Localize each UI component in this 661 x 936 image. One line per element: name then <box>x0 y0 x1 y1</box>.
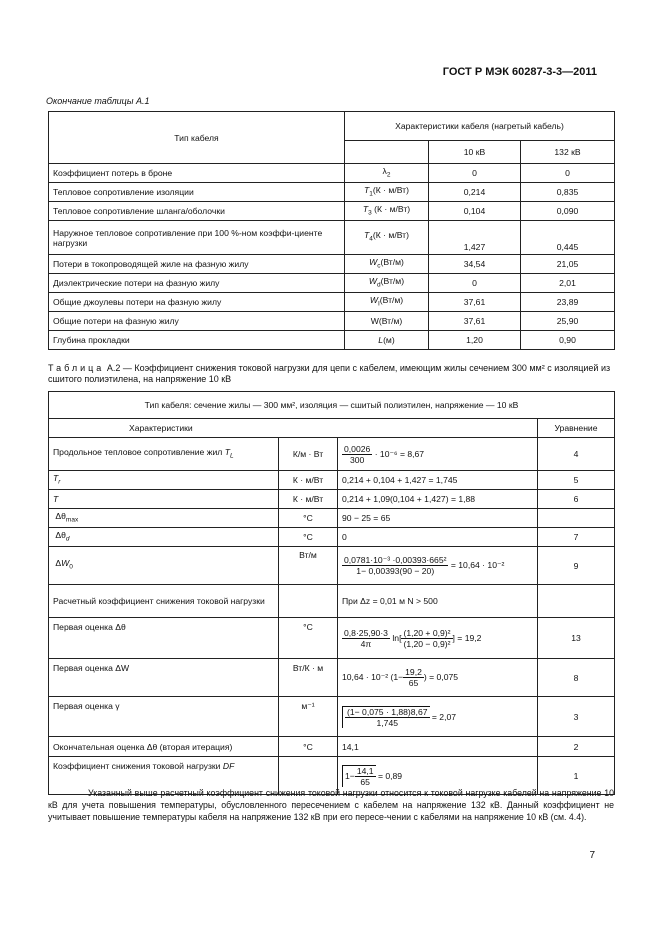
table-row-unit: Вт/м <box>279 547 338 585</box>
table-row-v2: 25,90 <box>521 312 615 331</box>
fraction-num: 0,0026 <box>344 443 371 454</box>
table-row-formula: 0 <box>338 528 538 547</box>
symbol: λ <box>382 165 387 176</box>
table-row-label: Наружное тепловое сопротивление при 100 %-ном коэффи-циенте нагрузки <box>49 221 345 255</box>
table-row-unit: °С <box>279 509 338 528</box>
unit: (Вт/м) <box>380 275 405 286</box>
header-132kv: 132 кВ <box>521 141 615 164</box>
formula-pre: 1− <box>345 770 355 781</box>
symbol: T <box>364 230 370 241</box>
table-row-label: $\Delta W_0$ <box>49 547 279 585</box>
table-row-formula <box>338 547 538 585</box>
table-row-label: T <box>49 490 279 509</box>
table-row-label: Глубина прокладки <box>49 331 345 350</box>
table-row-symbol <box>345 164 429 183</box>
table-row-label: Потери в токопроводящей жиле на фазную жилу <box>49 255 345 274</box>
page-number: 7 <box>589 850 595 861</box>
formula-tail: = 0,89 <box>377 770 403 781</box>
unit: (К · м/Вт) <box>372 230 409 241</box>
symbol-sub: 2 <box>386 171 391 179</box>
symbol-sub: I <box>377 300 380 308</box>
table-a1 <box>48 111 615 350</box>
table2-caption-lead: Таблица <box>48 363 105 373</box>
fraction-num: (1− 0,075 · 1,88)8,67 <box>347 706 428 717</box>
table-row-unit: К · м/Вт <box>279 490 338 509</box>
table-row-formula: При Δz = 0,01 м N > 500 <box>338 585 538 618</box>
symbol-sub: 3 <box>368 209 372 217</box>
symbol-sub: c <box>377 262 381 270</box>
ln-symbol: ln <box>392 632 400 643</box>
fraction-inner <box>401 628 452 649</box>
table-row-formula: 90 − 25 = 65 <box>338 509 538 528</box>
document-header: ГОСТ Р МЭК 60287-3-3—2011 <box>442 66 597 78</box>
table-row-unit: м⁻¹ <box>279 697 338 737</box>
table-row-eq: 6 <box>538 490 615 509</box>
table-row-label: Первая оценка ΔW <box>49 659 279 697</box>
table-row-v2: 0,90 <box>521 331 615 350</box>
symbol: W <box>368 275 378 286</box>
table-row-label: $\Delta\theta_{max}$ <box>49 509 279 528</box>
table-row-unit: Вт/К · м <box>279 659 338 697</box>
table-row-formula <box>338 659 538 697</box>
fraction <box>355 766 376 787</box>
table-row-unit: °С <box>279 618 338 659</box>
formula-tail: = 10,64 · 10⁻² <box>450 559 505 570</box>
table-row-label: Общие джоулевы потери на фазную жилу <box>49 293 345 312</box>
table-row-formula <box>338 697 538 737</box>
table-row-symbol <box>345 255 429 274</box>
fraction-den: 1,745 <box>376 717 399 728</box>
table-row-label: Общие потери на фазную жилу <box>49 312 345 331</box>
table-row-symbol <box>345 183 429 202</box>
radical <box>342 765 376 787</box>
symbol: W <box>369 256 378 267</box>
table-row-eq: 2 <box>538 737 615 757</box>
table-row-symbol <box>345 221 429 255</box>
symbol: T <box>362 203 369 214</box>
table-row-v1: 0 <box>429 274 521 293</box>
table-row-eq: 5 <box>538 471 615 490</box>
table-row-eq: 9 <box>538 547 615 585</box>
table-row-v2: 0,090 <box>521 202 615 221</box>
header-characteristics: Характеристики кабеля (нагретый кабель) <box>345 112 615 141</box>
table-row-label: Коэффициент потерь в броне <box>49 164 345 183</box>
table-row-eq: 1 <box>538 757 615 795</box>
table-row-unit: К/м · Вт <box>279 438 338 471</box>
table-row-v1: 34,54 <box>429 255 521 274</box>
header-cable-type: Тип кабеля <box>49 112 345 164</box>
table-row-v2: 21,05 <box>521 255 615 274</box>
table-row-formula: 0,214 + 0,104 + 1,427 = 1,745 <box>338 471 538 490</box>
fraction-den: 65 <box>408 678 419 688</box>
formula-tail: ) = 0,075 <box>423 671 459 682</box>
table-row-label: Диэлектрические потери на фазную жилу <box>49 274 345 293</box>
formula-tail: = 2,07 <box>431 711 457 722</box>
symbol: L <box>378 335 384 345</box>
table-row-formula: $\frac{0,8\cdot 25,90\cdot 3}{4\pi}$ ln[ $\frac{\text{(1,20 + 0,9)²}}{\text{(1,20 − 0,9)²}}$ ] = 19,2 <box>338 618 538 659</box>
symbol: T <box>364 184 370 195</box>
symbol: W <box>369 294 378 305</box>
fraction-den: (1,20 − 0,9)² <box>403 638 451 649</box>
fraction <box>342 628 390 649</box>
table-row-eq: 3 <box>538 697 615 737</box>
table-row-unit: К · м/Вт <box>279 471 338 490</box>
fraction-num: 14,1 <box>356 765 374 776</box>
symbol-sub: 1 <box>369 190 373 198</box>
table-row-unit <box>279 585 338 618</box>
fraction-num: (1,20 + 0,9)² <box>403 627 451 638</box>
table-row-eq <box>538 585 615 618</box>
fraction <box>403 667 424 688</box>
unit: (К · м/Вт) <box>372 184 409 195</box>
table-row-symbol: W(Вт/м) <box>345 312 429 331</box>
table-row-label: Тепловое сопротивление изоляции <box>49 183 345 202</box>
unit: (м) <box>383 335 395 345</box>
fraction-den: 4π <box>360 638 372 649</box>
table-row-v2: 0 <box>521 164 615 183</box>
fraction-den: 300 <box>349 454 365 465</box>
table-row-label: Расчетный коэффициент снижения токовой нагрузки <box>49 585 279 618</box>
body-paragraph: Указанный выше расчетный коэффициент снижения токовой нагрузки относится к токовой нагрузке кабелей на напряжение 10 кВ для учета повышения температуры, обусловленного пересечением с кабелем на напряжение 132 кВ. Данный коэффициент не учитывает повышение температуры кабеля на напряжение 132 кВ при его пересе-чении с кабелями на напряжение 10 кВ (см. 4.4). <box>48 788 614 822</box>
header-10kv: 10 кВ <box>429 141 521 164</box>
table-row-label: $T_r$ <box>49 471 279 490</box>
formula-tail: = 19,2 <box>457 632 482 643</box>
header-equation: Уравнение <box>538 419 615 438</box>
fraction-num: 19,2 <box>405 667 422 677</box>
table-row-label: Окончательная оценка Δθ (вторая итерация) <box>49 737 279 757</box>
table2-caption-text: А.2 — Коэффициент снижения токовой нагрузки для цепи с кабелем, имеющим жилы сечением 300 мм² с изоляцией из сшитого полиэтилена, на напряжение 10 кВ <box>48 363 611 384</box>
table-row-symbol <box>345 274 429 293</box>
fraction <box>342 444 372 465</box>
table-row-unit: °С <box>279 737 338 757</box>
table-row-symbol <box>345 202 429 221</box>
radical <box>342 706 430 728</box>
table-row-formula: 0,214 + 1,09(0,104 + 1,427) = 1,88 <box>338 490 538 509</box>
table-row-label: Первая оценка γ <box>49 697 279 737</box>
fraction-num: 0,8·25,90·3 <box>344 627 388 638</box>
fraction <box>345 707 430 728</box>
fraction-den: 65 <box>360 776 370 787</box>
table-row-v1: 37,61 <box>429 293 521 312</box>
table-row-label: Продольное тепловое сопротивление жил $T_L$ <box>49 438 279 471</box>
table-row-unit: °С <box>279 528 338 547</box>
table-row-v1: 1,20 <box>429 331 521 350</box>
table-row-v1: 0 <box>429 164 521 183</box>
table-row-v1: 1,427 <box>429 221 521 255</box>
fraction <box>342 555 448 576</box>
table-a2 <box>48 391 615 795</box>
unit: (Вт/м) <box>380 256 404 267</box>
unit: (Вт/м) <box>379 294 404 305</box>
table-row-v1: 0,214 <box>429 183 521 202</box>
table-row-eq: 13 <box>538 618 615 659</box>
table-row-v1: 0,104 <box>429 202 521 221</box>
table-row-label: Тепловое сопротивление шланга/оболочки <box>49 202 345 221</box>
table-row-v2: 0,835 <box>521 183 615 202</box>
table-row-v1: 37,61 <box>429 312 521 331</box>
fraction-den: 1− 0,00393(90 − 20) <box>356 566 435 576</box>
header-characteristics: Характеристики <box>49 419 538 438</box>
unit: (К · м/Вт) <box>371 203 411 214</box>
table-row-v2: 0,445 <box>521 221 615 255</box>
table-row-v2: 23,89 <box>521 293 615 312</box>
table-row-eq: 7 <box>538 528 615 547</box>
header-empty <box>345 141 429 164</box>
fraction-num: 0,0781·10⁻³ ·0,00393·665² <box>344 555 447 565</box>
table-row-label: Коэффициент снижения токовой нагрузки DF <box>49 757 279 795</box>
table-row-v2: 2,01 <box>521 274 615 293</box>
table-row-eq <box>538 509 615 528</box>
formula-pre: 10,64 · 10⁻² (1− <box>342 671 404 682</box>
table-row-eq: 4 <box>538 438 615 471</box>
table2-title: Тип кабеля: сечение жилы — 300 мм², изоляция — сшитый полиэтилен, напряжение — 10 кВ <box>49 392 615 419</box>
table-row-symbol <box>345 331 429 350</box>
table-row-symbol <box>345 293 429 312</box>
table-row-label: Первая оценка Δθ <box>49 618 279 659</box>
table-row-formula: 14,1 <box>338 737 538 757</box>
symbol-sub: 4 <box>369 235 373 243</box>
table-row-eq: 8 <box>538 659 615 697</box>
table2-caption <box>48 363 614 385</box>
table-row-label: $\Delta\theta_d$ <box>49 528 279 547</box>
table1-caption: Окончание таблицы А.1 <box>46 96 150 106</box>
symbol-sub: d <box>377 281 381 289</box>
table-row-formula <box>338 438 538 471</box>
formula-tail: · 10⁻⁶ = 8,67 <box>374 448 425 459</box>
